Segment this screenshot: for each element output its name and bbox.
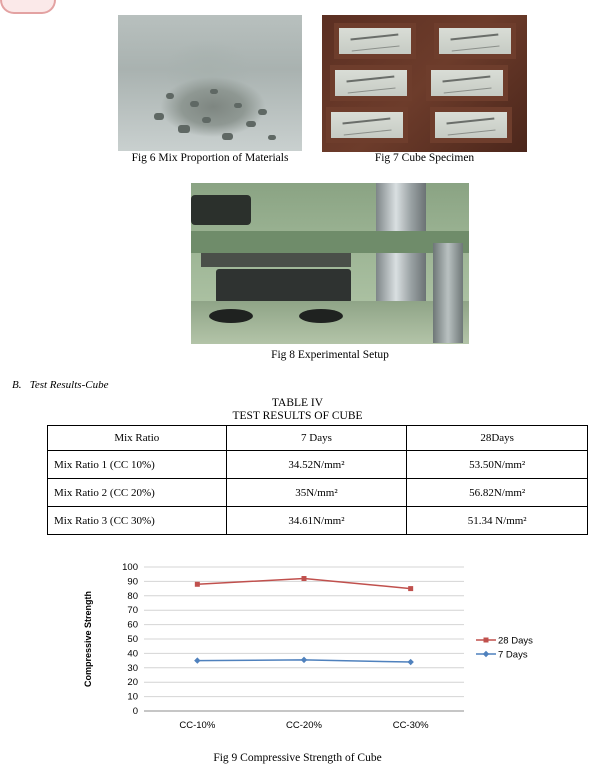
chart-legend xyxy=(476,636,533,661)
chart-series xyxy=(194,576,414,665)
table-cell: 51.34 N/mm² xyxy=(407,507,588,535)
fig6-caption: Fig 6 Mix Proportion of Materials xyxy=(131,152,289,164)
logo-fragment xyxy=(0,0,56,14)
table-cell: 34.61N/mm² xyxy=(226,507,407,535)
fig7-caption: Fig 7 Cube Specimen xyxy=(374,152,475,164)
table-title: TEST RESULTS OF CUBE xyxy=(232,410,363,422)
compressive-strength-chart xyxy=(78,556,558,740)
data-point xyxy=(302,576,307,581)
results-table xyxy=(47,425,588,535)
section-heading: B. Test Results-Cube xyxy=(12,379,109,391)
fig8-caption: Fig 8 Experimental Setup xyxy=(271,349,389,361)
table-cell: 56.82N/mm² xyxy=(407,479,588,507)
table-number: TABLE IV xyxy=(271,397,324,409)
table-header-cell: 7 Days xyxy=(226,426,407,451)
data-point xyxy=(195,582,200,587)
chart-ylabel: Compressive Strength xyxy=(83,590,93,688)
data-point xyxy=(483,651,489,657)
chart-x-ticks xyxy=(179,720,429,731)
y-tick-label: 90 xyxy=(127,576,138,588)
y-tick-label: 20 xyxy=(127,677,138,689)
table-cell: 35N/mm² xyxy=(226,479,407,507)
experimental-setup-photo xyxy=(191,183,469,344)
x-tick-label: CC-30% xyxy=(392,720,429,731)
data-point xyxy=(194,657,200,663)
chart-y-ticks xyxy=(122,562,138,717)
data-point xyxy=(484,638,489,643)
chart-gridlines xyxy=(144,567,464,711)
table-cell: 53.50N/mm² xyxy=(407,451,588,479)
legend-label: 28 Days xyxy=(498,635,533,647)
table-row xyxy=(48,451,588,479)
table-header-cell: Mix Ratio xyxy=(48,426,227,451)
y-tick-label: 40 xyxy=(127,648,138,660)
table-header-row xyxy=(48,426,588,451)
x-tick-label: CC-20% xyxy=(286,720,322,731)
materials-photo xyxy=(118,15,302,151)
y-tick-label: 70 xyxy=(127,605,138,617)
legend-label: 7 Days xyxy=(498,649,528,661)
y-tick-label: 0 xyxy=(132,706,138,717)
cube-specimen-photo xyxy=(322,15,527,152)
table-row xyxy=(48,507,588,535)
data-point xyxy=(301,657,307,663)
y-tick-label: 100 xyxy=(122,562,138,573)
y-tick-label: 60 xyxy=(127,619,138,631)
data-point xyxy=(407,659,413,665)
x-tick-label: CC-10% xyxy=(179,720,216,731)
fig9-caption: Fig 9 Compressive Strength of Cube xyxy=(213,752,382,764)
data-point xyxy=(408,586,413,591)
table-cell: 34.52N/mm² xyxy=(226,451,407,479)
table-cell: Mix Ratio 1 (CC 10%) xyxy=(48,451,227,479)
y-tick-label: 50 xyxy=(127,634,138,645)
table-row xyxy=(48,479,588,507)
y-tick-label: 80 xyxy=(127,590,138,602)
table-header-cell: 28Days xyxy=(407,426,588,451)
y-tick-label: 30 xyxy=(127,662,138,674)
table-cell: Mix Ratio 2 (CC 20%) xyxy=(48,479,227,507)
y-tick-label: 10 xyxy=(127,691,138,703)
table-cell: Mix Ratio 3 (CC 30%) xyxy=(48,507,227,535)
